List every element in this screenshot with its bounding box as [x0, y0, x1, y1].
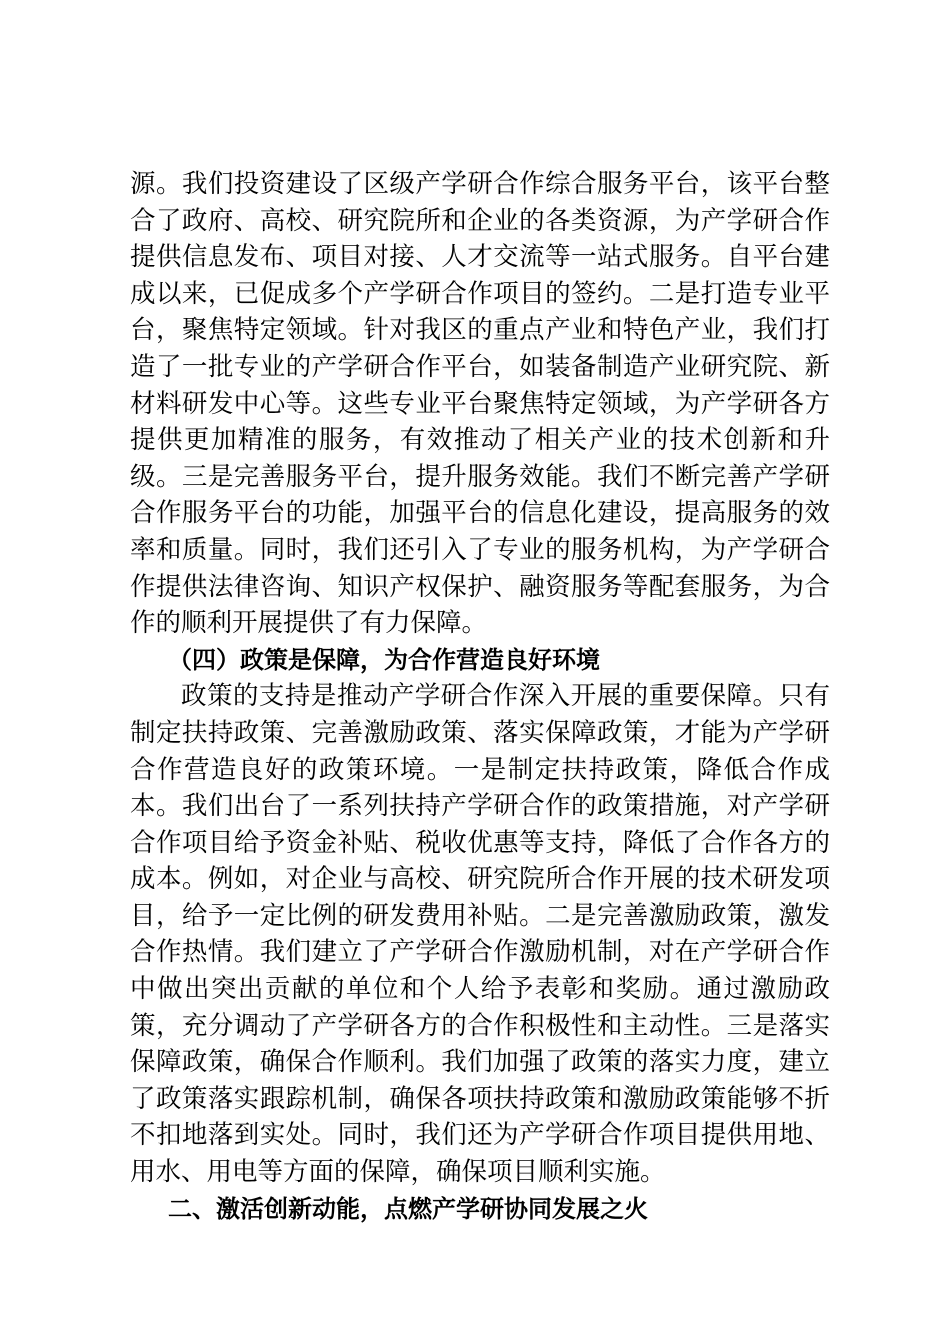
- section-heading-innovation: 二、激活创新动能，点燃产学研协同发展之火: [168, 1194, 648, 1223]
- document-body: [130, 166, 830, 1227]
- subsection-heading-policy: （四）政策是保障，为合作营造良好环境: [168, 645, 600, 674]
- paragraph-platform-services: 源。我们投资建设了区级产学研合作综合服务平台，该平台整合了政府、高校、研究院所和企业的各类资源，为产学研合作提供信息发布、项目对接、人才交流等一站式服务。自平台建成以来，已促成多个产学研合作项目的签约。二是打造专业平台，聚焦特定领域。针对我区的重点产业和特色产业，我们打造了一批专业的产学研合作平台，如装备制造产业研究院、新材料研发中心等。这些专业平台聚焦特定领域，为产学研各方提供更加精准的服务，有效推动了相关产业的技术创新和升级。三是完善服务平台，提升服务效能。我们不断完善产学研合作服务平台的功能，加强平台的信息化建设，提高服务的效率和质量。同时，我们还引入了专业的服务机构，为产学研合作提供法律咨询、知识产权保护、融资服务等配套服务，为合作的顺利开展提供了有力保障。: [130, 169, 830, 639]
- paragraph-policy-support: 政策的支持是推动产学研合作深入开展的重要保障。只有制定扶持政策、完善激励政策、落实保障政策，才能为产学研合作营造良好的政策环境。一是制定扶持政策，降低合作成本。我们出台了一系列扶持产学研合作的政策措施，对产学研合作项目给予资金补贴、税收优惠等支持，降低了合作各方的成本。例如，对企业与高校、研究院所合作开展的技术研发项目，给予一定比例的研发费用补贴。二是完善激励政策，激发合作热情。我们建立了产学研合作激励机制，对在产学研合作中做出突出贡献的单位和个人给予表彰和奖励。通过激励政策，充分调动了产学研各方的合作积极性和主动性。三是落实保障政策，确保合作顺利。我们加强了政策的落实力度，建立了政策落实跟踪机制，确保各项扶持政策和激励政策能够不折不扣地落到实处。同时，我们还为产学研合作项目提供用地、用水、用电等方面的保障，确保项目顺利实施。: [130, 681, 830, 1188]
